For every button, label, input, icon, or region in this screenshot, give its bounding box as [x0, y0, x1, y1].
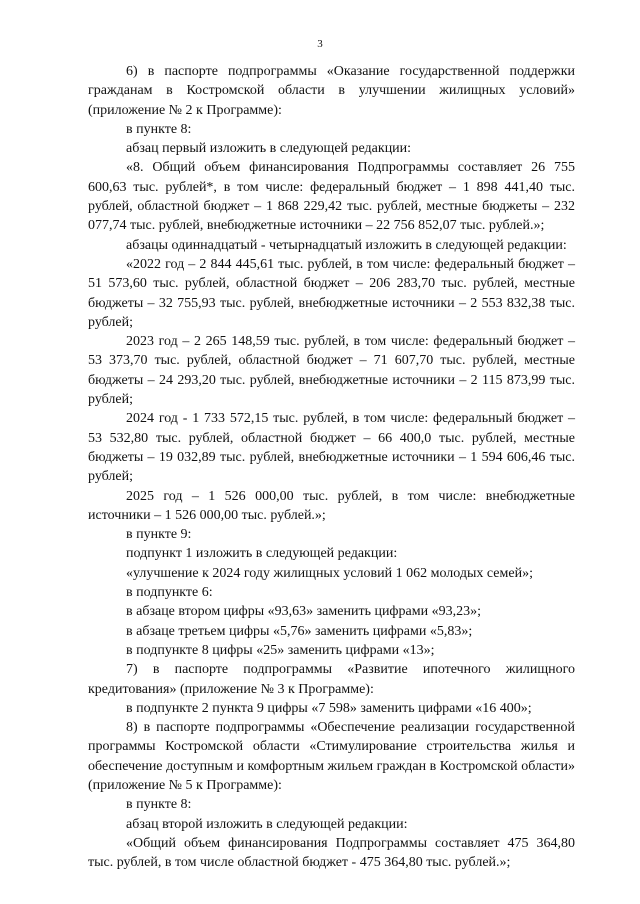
paragraph: «улучшение к 2024 году жилищных условий 1 062 молодых семей»; — [126, 565, 533, 581]
paragraph: абзац второй изложить в следующей редакции: — [126, 816, 408, 832]
paragraph: подпункт 1 изложить в следующей редакции: — [126, 546, 398, 562]
paragraph: 6) в паспорте подпрограммы «Оказание государственной поддержки гражданам в Костромской области в улучшении жилищных условий» (приложение № 2 к Программе): — [88, 64, 575, 118]
paragraph: «2022 год – 2 844 445,61 тыс. рублей, в том числе: федеральный бюджет – 51 573,60 тыс. рублей, областной бюджет – 206 283,70 тыс. рублей, местные бюджеты – 32 755,93 тыс. рублей, внебюджетные источники – 2 553 832,38 тыс. рублей; — [88, 256, 575, 330]
page-number: 3 — [317, 38, 323, 50]
paragraph: абзац первый изложить в следующей редакции: — [126, 141, 412, 157]
paragraph: 2024 год - 1 733 572,15 тыс. рублей, в том числе: федеральный бюджет – 53 532,80 тыс. рублей, областной бюджет – 66 400,0 тыс. рублей, местные бюджеты – 19 032,89 тыс. рублей, внебюджетные источники – 1 594 606,46 тыс. рублей; — [88, 411, 575, 485]
paragraph: 7) в паспорте подпрограммы «Развитие ипотечного жилищного кредитования» (приложение № 3 к Программе): — [88, 662, 575, 697]
paragraph: абзацы одиннадцатый - четырнадцатый изложить в следующей редакции: — [126, 237, 567, 253]
paragraph: в подпункте 8 цифры «25» заменить цифрами «13»; — [126, 642, 435, 658]
paragraph: 2023 год – 2 265 148,59 тыс. рублей, в том числе: федеральный бюджет – 53 373,70 тыс. рублей, областной бюджет – 71 607,70 тыс. рублей, местные бюджеты – 24 293,20 тыс. рублей, внебюджетные источники – 2 115 873,99 тыс. рублей; — [88, 334, 575, 408]
paragraph: в пункте 8: — [126, 121, 192, 137]
paragraph: «Общий объем финансирования Подпрограммы составляет 475 364,80 тыс. рублей, в том числе областной бюджет - 475 364,80 тыс. рублей.»; — [88, 835, 575, 871]
paragraph: «8. Общий объем финансирования Подпрограммы составляет 26 755 600,63 тыс. рублей*, в том числе: федеральный бюджет – 1 898 441,40 тыс. рублей, областной бюджет – 1 868 229,42 тыс. рублей, местные бюджеты – 232 077,74 тыс. рублей, внебюджетные источники – 22 756 852,07 тыс. рублей.»; — [88, 160, 575, 234]
document-body — [88, 62, 575, 872]
paragraph: в абзаце втором цифры «93,63» заменить цифрами «93,23»; — [126, 604, 481, 620]
paragraph: в абзаце третьем цифры «5,76» заменить цифрами «5,83»; — [126, 623, 473, 639]
paragraph: в подпункте 6: — [126, 585, 213, 601]
paragraph: в подпункте 2 пункта 9 цифры «7 598» заменить цифрами «16 400»; — [126, 700, 532, 716]
paragraph: в пункте 8: — [126, 797, 192, 813]
paragraph: в пункте 9: — [126, 527, 192, 543]
paragraph: 2025 год – 1 526 000,00 тыс. рублей, в том числе: внебюджетные источники – 1 526 000,00 тыс. рублей.»; — [88, 488, 575, 523]
paragraph: 8) в паспорте подпрограммы «Обеспечение реализации государственной программы Костромской области «Стимулирование строительства жилья и обеспечение доступным и комфортным жильем граждан в Костромской области» (приложение № 5 к Программе): — [88, 720, 575, 793]
